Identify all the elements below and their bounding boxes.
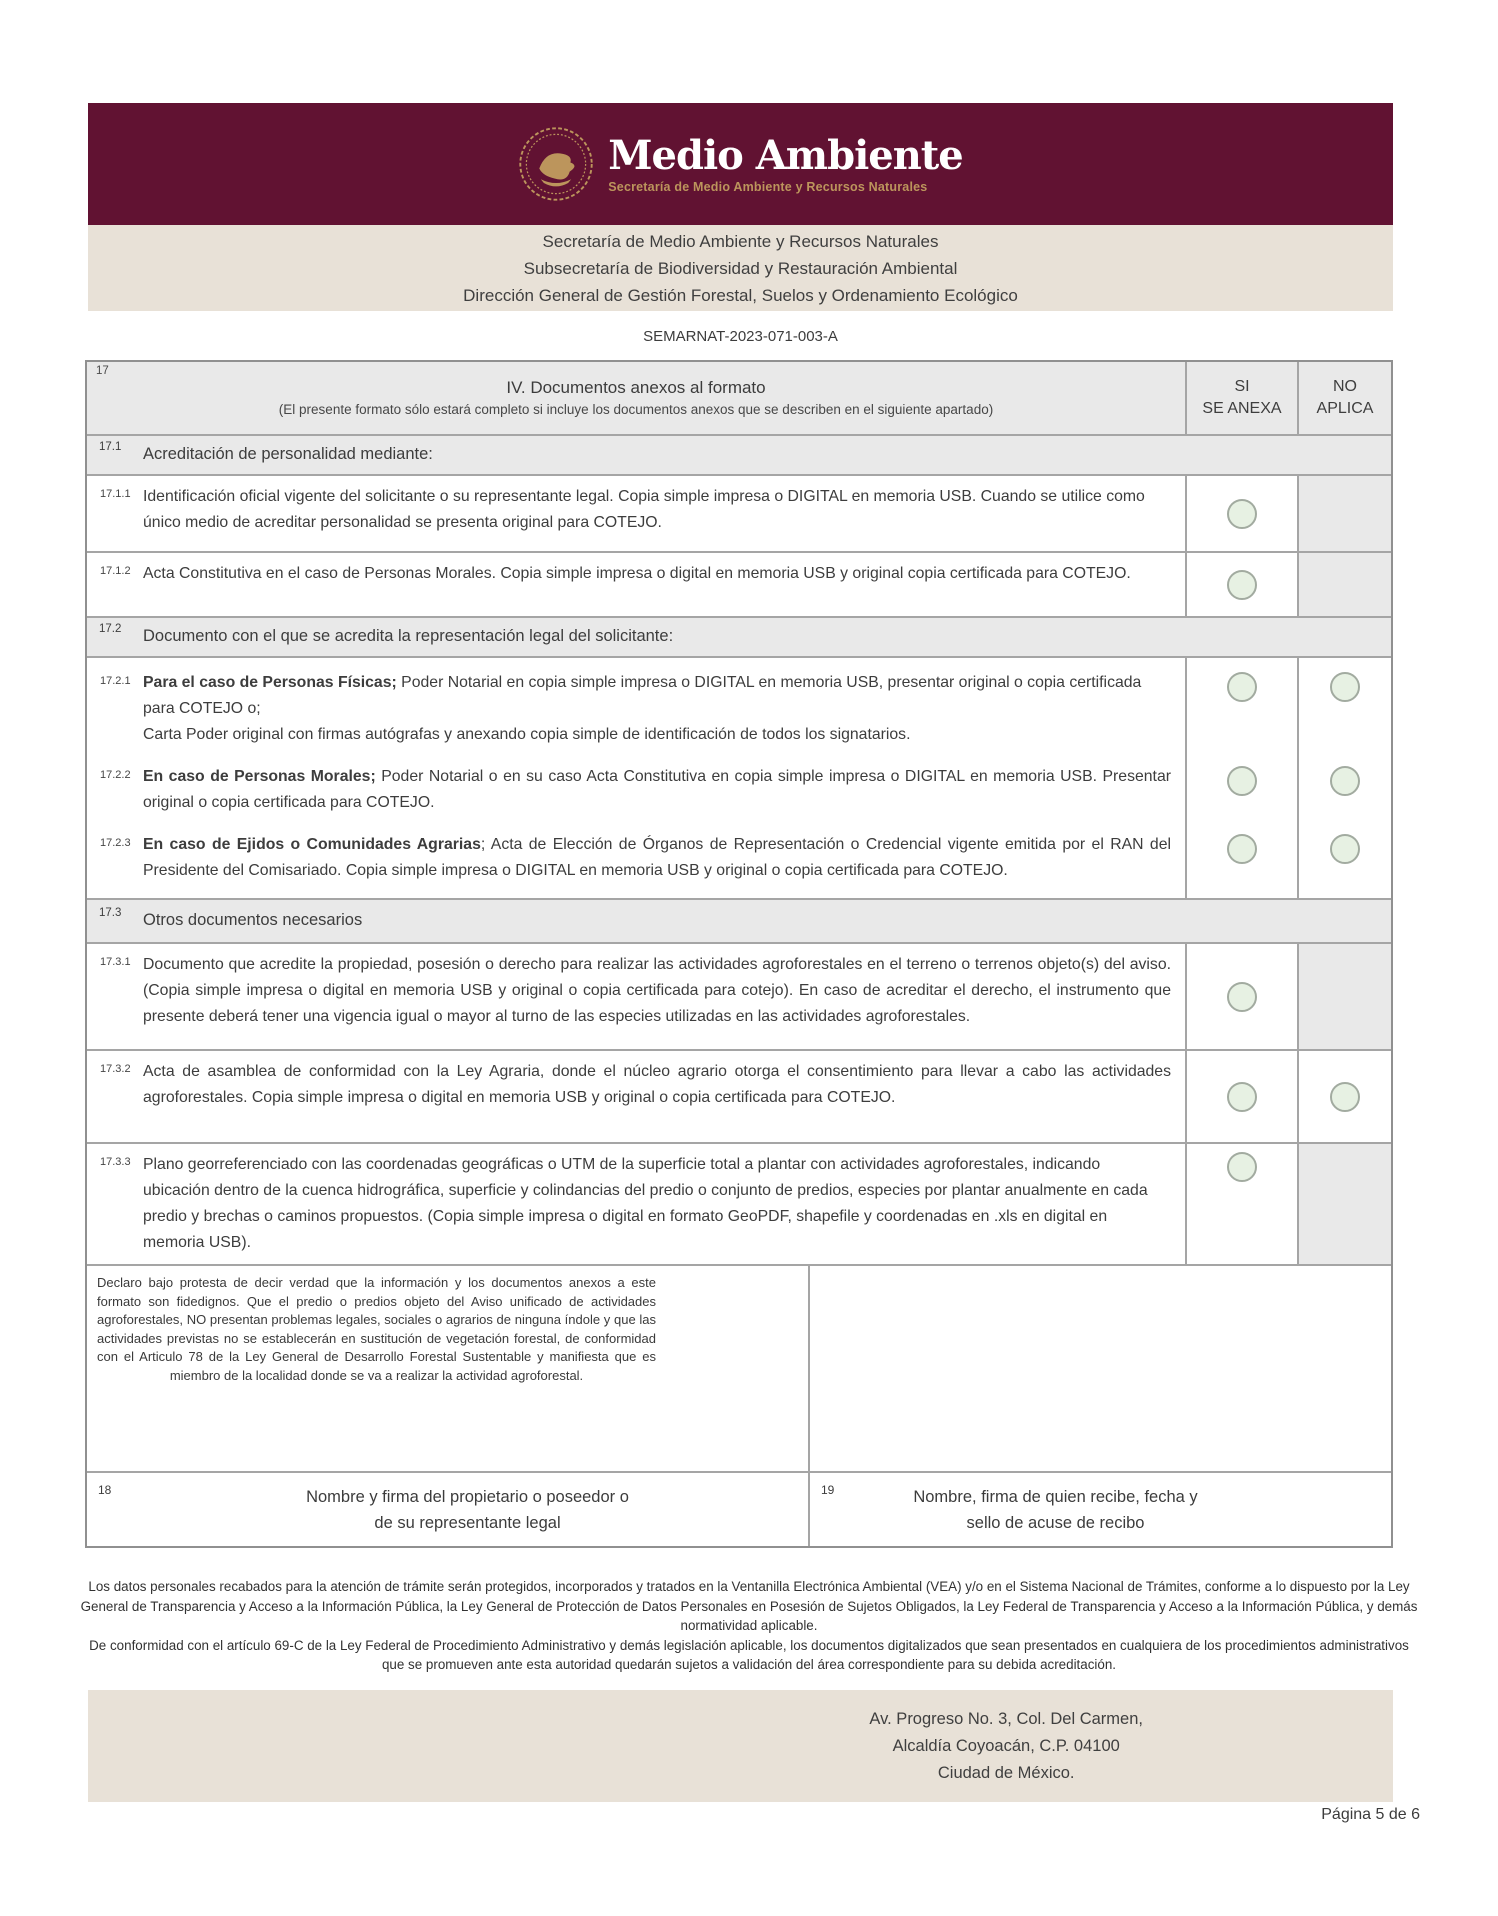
item-row-17-2-2: 17.2.2 En caso de Personas Morales; Poder Notarial o en su caso Acta Constitutiva en copia simple impresa o DIGITAL en memoria USB. Presentar original o copia certificada para COTEJO.: [87, 752, 1185, 820]
row-number: 17.2.1: [100, 675, 131, 687]
radio-no-17-2-3[interactable]: [1330, 834, 1360, 864]
radio-si-17-1-2[interactable]: [1227, 570, 1257, 600]
row-number: 17.1.1: [100, 488, 131, 500]
declaration-empty-cell: [808, 1266, 1391, 1471]
row-number: 19: [821, 1483, 835, 1497]
row-number: 18: [98, 1483, 112, 1497]
legal-paragraph-1: Los datos personales recabados para la atención de trámite serán protegidos, incorporados y tratados en la Ventanilla Electrónica Ambiental (VEA) y/o en el Sistema Nacional de Trámites, conforme a lo dispuesto por la Ley General de Transparencia y Acceso a la Información Pública, la Ley General de Protección de Datos Personales en Posesión de Sujetos Obligados, la Ley Federal de Transparencia y Acceso a la Información Pública, y demás normatividad aplicable.: [80, 1579, 1418, 1633]
row-number: 17.3.3: [100, 1156, 131, 1168]
band-title: Otros documentos necesarios: [143, 911, 363, 929]
item-text: Identificación oficial vigente del solicitante o su representante legal. Copia simple impresa o DIGITAL en memoria USB. Cuando se utilice como único medio de acreditar personalidad se presenta original para COTEJO.: [143, 488, 1145, 531]
item-row-17-2-3: 17.2.3 En caso de Ejidos o Comunidades Agrarias; Acta de Elección de Órganos de Representación o Credencial vigente emitida por el RAN del Presidente del Comisariado. Copia simple impresa o DIGITAL en memoria USB y original o copia certificada para COTEJO.: [87, 820, 1185, 898]
item-row-17-3-1: [87, 942, 1391, 1049]
signature-row: [87, 1471, 1391, 1546]
annex-documents-table: [85, 360, 1393, 1548]
band-title: Documento con el que se acredita la representación legal del solicitante:: [143, 627, 674, 645]
org-line-1: Secretaría de Medio Ambiente y Recursos Naturales: [542, 231, 939, 251]
row-number: 17.2.2: [100, 769, 131, 781]
radio-no-17-2-2[interactable]: [1330, 766, 1360, 796]
item-text: Acta de asamblea de conformidad con la Ley Agraria, donde el núcleo agrario otorga el consentimiento para llevar a cabo las actividades agroforestales. Copia simple impresa o digital en memoria USB y original o copia certificada para COTEJO.: [143, 1063, 1171, 1106]
semarnat-eagle-seal-icon: [518, 126, 594, 202]
table-header-row: [87, 362, 1391, 434]
item-row-17-1-1: [87, 474, 1391, 551]
section-subtitle: (El presente formato sólo estará completo si incluye los documentos anexos que se describen en el siguiente apartado): [278, 402, 994, 417]
section-band-17-1: [87, 434, 1391, 474]
page-number: Página 5 de 6: [1321, 1806, 1420, 1823]
radio-si-17-2-1[interactable]: [1227, 672, 1257, 702]
radio-si-17-1-1[interactable]: [1227, 499, 1257, 529]
address-footer-box: [88, 1690, 1393, 1802]
na-cell-disabled-17-1-2: [1297, 553, 1391, 616]
column-header-si-se-anexa: SI SE ANEXA: [1185, 362, 1297, 434]
row-number: 17.1.2: [100, 565, 131, 577]
item-row-17-3-3: [87, 1142, 1391, 1264]
org-line-3: Dirección General de Gestión Forestal, Suelos y Ordenamiento Ecológico: [463, 285, 1018, 305]
logo-wordmark: Medio Ambiente: [608, 132, 963, 179]
row-number: 17.2.3: [100, 837, 131, 849]
item-text: Plano georreferenciado con las coordenadas geográficas o UTM de la superficie total a plantar con actividades agroforestales, indicando ubicación dentro de la cuenca hidrográfica, superficie y colindancias del predio o conjunto de predios, especies por plantar anualmente en cada predio y brechas o caminos propuestos. (Copia simple impresa o digital en formato GeoPDF, shapefile y coordenadas en .xls en digital en memoria USB).: [143, 1156, 1148, 1251]
item-text: Documento que acredite la propiedad, posesión o derecho para realizar las actividades agroforestales en el terreno o terrenos objeto(s) del aviso. (Copia simple impresa o digital en memoria USB y original o copia certificada para cotejo). En caso de acreditar el derecho, el instrumento que presente deberá tener una vigencia igual o mayor al turno de las especies utilizadas en las actividades agroforestales.: [143, 956, 1171, 1025]
radio-no-17-3-2[interactable]: [1330, 1082, 1360, 1112]
legal-paragraph-2: De conformidad con el artículo 69-C de la Ley Federal de Procedimiento Administrativo y demás legislación aplicable, los documentos digitalizados que sean presentados en cualquiera de los procedimientos administrativos que se promueven ante esta autoridad quedarán sujetos a validación del área correspondiente para su debida acreditación.: [89, 1637, 1409, 1672]
band-title: Acreditación de personalidad mediante:: [143, 445, 433, 463]
na-cell-disabled-17-3-1: [1297, 944, 1391, 1049]
logo-subtitle: Secretaría de Medio Ambiente y Recursos Naturales: [608, 180, 928, 194]
section-band-17-2: [87, 616, 1391, 656]
row-number: 17.2: [99, 623, 122, 635]
item-group-17-2: [87, 656, 1391, 898]
row-number: 17.3.1: [100, 956, 131, 968]
address-line-2: Alcaldía Coyoacán, C.P. 04100: [892, 1736, 1120, 1755]
row-number: 17.3: [99, 907, 122, 919]
org-line-2: Subsecretaría de Biodiversidad y Restauración Ambiental: [523, 258, 958, 278]
radio-si-17-3-1[interactable]: [1227, 982, 1257, 1012]
column-header-no-aplica: NO APLICA: [1297, 362, 1391, 434]
section-band-17-3: [87, 898, 1391, 942]
privacy-legal-text: [79, 1577, 1419, 1675]
radio-si-17-3-2[interactable]: [1227, 1082, 1257, 1112]
radio-si-17-2-3[interactable]: [1227, 834, 1257, 864]
declaration-row: [87, 1264, 1391, 1471]
signature-cell-receiver[interactable]: 19 Nombre, firma de quien recibe, fecha y sello de acuse de recibo: [808, 1473, 1391, 1546]
na-cell-disabled-17-1-1: [1297, 476, 1391, 551]
brand-header-bar: [88, 103, 1393, 225]
item-row-17-3-2: [87, 1049, 1391, 1142]
na-cell-disabled-17-3-3: [1297, 1144, 1391, 1264]
radio-si-17-3-3[interactable]: [1227, 1152, 1257, 1182]
section-title: IV. Documentos anexos al formato: [506, 378, 766, 397]
address-line-3: Ciudad de México.: [937, 1763, 1075, 1782]
declaration-text: Declaro bajo protesta de decir verdad que la información y los documentos anexos a este formato son fidedignos. Que el predio o predios objeto del Aviso unificado de actividades agroforestales, NO presentan problemas legales, sociales o agrarios de ninguna índole y que las actividades previstas no se establecerán en sustitución de vegetación forestal, de conformidad con el Articulo 78 de la Ley General de Desarrollo Forestal Sustentable y manifiesta que es miembro de la localidad donde se va a realizar la actividad agroforestal.: [97, 1275, 656, 1383]
row-number: 17: [96, 365, 109, 377]
signature-cell-owner[interactable]: 18 Nombre y firma del propietario o poseedor o de su representante legal: [87, 1473, 808, 1546]
row-number: 17.3.2: [100, 1063, 131, 1075]
address-line-1: Av. Progreso No. 3, Col. Del Carmen,: [869, 1709, 1143, 1728]
item-row-17-2-1: 17.2.1 Para el caso de Personas Físicas; Poder Notarial en copia simple impresa o DIGITAL en memoria USB, presentar original o copia certificada para COTEJO o; Carta Poder original con firmas autógrafas y anexando copia simple de identificación de todos los signatarios.: [87, 658, 1185, 752]
item-row-17-1-2: [87, 551, 1391, 616]
item-text: Acta Constitutiva en el caso de Personas Morales. Copia simple impresa o digital en memoria USB y original copia certificada para COTEJO.: [143, 565, 1131, 582]
semarnat-logo: [518, 126, 962, 202]
item-text-line2: Carta Poder original con firmas autógrafas y anexando copia simple de identificación de todos los signatarios.: [143, 726, 911, 743]
radio-si-17-2-2[interactable]: [1227, 766, 1257, 796]
org-header-band: [88, 225, 1393, 311]
radio-no-17-2-1[interactable]: [1330, 672, 1360, 702]
row-number: 17.1: [99, 441, 122, 453]
form-code: SEMARNAT-2023-071-003-A: [643, 328, 838, 345]
